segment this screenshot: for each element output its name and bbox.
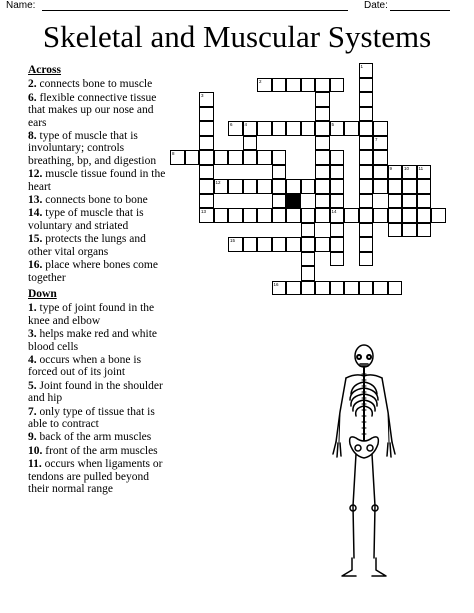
crossword-cell[interactable] [301, 78, 316, 93]
crossword-cell[interactable] [359, 223, 374, 238]
across-clue-text: protects the lungs and other vital organs [28, 233, 146, 258]
crossword-cell[interactable] [359, 208, 374, 223]
crossword-cell[interactable] [272, 150, 287, 165]
across-clue-number: 14. [28, 207, 43, 220]
across-clue-number: 6. [28, 91, 37, 104]
crossword-cell[interactable] [315, 165, 330, 180]
crossword-cell[interactable] [199, 208, 214, 223]
crossword-cell[interactable] [388, 179, 403, 194]
crossword-cell[interactable] [359, 92, 374, 107]
crossword-cell[interactable] [315, 281, 330, 296]
down-clue-text: front of the arm muscles [45, 444, 158, 457]
cell-number: 14 [331, 209, 337, 214]
across-heading: Across [28, 64, 62, 76]
crossword-cell[interactable] [199, 92, 214, 107]
down-clue-number: 5. [28, 379, 37, 392]
crossword-cell[interactable] [359, 252, 374, 267]
crossword-cell[interactable] [257, 208, 272, 223]
cell-number: 4 [244, 122, 248, 127]
cell-number: 12 [215, 180, 221, 185]
crossword-cell[interactable] [301, 281, 316, 296]
across-clue-number: 12. [28, 168, 43, 181]
down-clue-number: 9. [28, 431, 37, 444]
across-clue-text: connects bone to bone [45, 194, 148, 207]
crossword-cell[interactable] [185, 150, 200, 165]
crossword-cell[interactable] [286, 208, 301, 223]
down-clue-text: only type of tissue that is able to contract [28, 405, 155, 430]
crossword-cell[interactable] [286, 78, 301, 93]
cell-number: 2 [259, 78, 262, 84]
crossword-cell[interactable] [243, 121, 258, 136]
crossword-cell[interactable] [359, 165, 374, 180]
cell-number: 5 [331, 122, 335, 127]
crossword-cell[interactable] [301, 266, 316, 281]
crossword-cell[interactable] [359, 121, 374, 136]
crossword-cell[interactable] [388, 208, 403, 223]
crossword-cell[interactable] [373, 179, 388, 194]
crossword-cell[interactable] [214, 150, 229, 165]
crossword-cell[interactable] [272, 121, 287, 136]
crossword-cell[interactable] [243, 150, 258, 165]
crossword-cell[interactable] [388, 223, 403, 238]
crossword-cell[interactable] [330, 121, 345, 136]
down-clue-number: 11. [28, 458, 42, 471]
crossword-cell[interactable] [228, 179, 243, 194]
crossword-cell[interactable] [359, 150, 374, 165]
crossword-cell[interactable] [257, 150, 272, 165]
cell-number: 16 [273, 281, 279, 287]
cell-number: 15 [230, 238, 236, 243]
crossword-cell[interactable] [286, 179, 301, 194]
crossword-cell[interactable] [344, 121, 359, 136]
down-clue-number: 7. [28, 405, 37, 418]
crossword-cell[interactable] [330, 237, 345, 252]
crossword-cell[interactable] [243, 208, 258, 223]
crossword-cell[interactable] [373, 165, 388, 180]
crossword-cell[interactable] [315, 237, 330, 252]
crossword-cell[interactable] [359, 194, 374, 209]
down-clue-text: type of joint found in the knee and elbow [28, 302, 155, 327]
cell-number: 8 [172, 151, 175, 156]
crossword-cell[interactable] [359, 179, 374, 194]
crossword-cell[interactable] [315, 121, 330, 136]
crossword-cell[interactable] [257, 78, 272, 93]
crossword-cell[interactable] [257, 237, 272, 252]
down-clue-text: helps make red and white blood cells [28, 328, 158, 353]
crossword-cell[interactable] [286, 237, 301, 252]
crossword-cell[interactable] [315, 150, 330, 165]
crossword-cell[interactable] [315, 107, 330, 122]
crossword-cell[interactable] [373, 136, 388, 151]
crossword-cell[interactable] [388, 194, 403, 209]
crossword-cell[interactable] [272, 194, 287, 209]
down-heading: Down [28, 287, 57, 300]
crossword-cell[interactable] [272, 237, 287, 252]
crossword-cell[interactable] [373, 281, 388, 296]
crossword-cell[interactable] [214, 208, 229, 223]
crossword-cell[interactable] [315, 194, 330, 209]
crossword-cell[interactable] [301, 223, 316, 238]
crossword-cell[interactable] [359, 136, 374, 151]
down-clue-number: 10. [28, 444, 43, 457]
crossword-cell[interactable] [272, 165, 287, 180]
crossword-cell[interactable] [417, 179, 432, 194]
page-title: Skeletal and Muscular Systems [42, 19, 432, 54]
crossword-cell[interactable] [170, 150, 185, 165]
crossword-cell[interactable] [315, 136, 330, 151]
crossword-cell[interactable] [257, 179, 272, 194]
crossword-cell[interactable] [257, 121, 272, 136]
crossword-cell[interactable] [301, 252, 316, 267]
crossword-cell[interactable] [199, 107, 214, 122]
across-clue-text: type of muscle that is involuntary; controls breathing, bp, and digestion [28, 130, 157, 167]
crossword-cell[interactable] [388, 165, 403, 180]
crossword-cell[interactable] [359, 63, 374, 78]
crossword-cell[interactable] [417, 223, 432, 238]
crossword-cell[interactable] [330, 179, 345, 194]
across-clue-text: connects bone to muscle [39, 78, 153, 91]
cell-number: 1 [360, 64, 364, 69]
crossword-cell[interactable] [301, 208, 316, 223]
across-clue-text: type of muscle that is voluntary and striated [28, 207, 144, 232]
crossword-cell[interactable] [199, 179, 214, 194]
across-clue-number: 15. [28, 233, 43, 246]
crossword-cell[interactable] [286, 281, 301, 296]
crossword-cell[interactable] [330, 165, 345, 180]
down-clue-number: 3. [28, 328, 37, 341]
crossword-cell[interactable] [344, 208, 359, 223]
crossword-cell[interactable] [359, 107, 374, 122]
across-clue-text: muscle tissue found in the heart [28, 168, 166, 193]
crossword-cell[interactable] [330, 78, 345, 93]
crossword-cell[interactable] [228, 237, 243, 252]
crossword-cell[interactable] [330, 223, 345, 238]
cell-number: 10 [404, 165, 410, 171]
across-clue-number: 13. [28, 194, 43, 207]
crossword-cell[interactable] [388, 281, 403, 296]
down-clue-text: back of the arm muscles [39, 431, 152, 444]
crossword-cell[interactable] [402, 208, 417, 223]
crossword-cell[interactable] [272, 281, 287, 296]
crossword-cell[interactable] [228, 150, 243, 165]
crossword-cell[interactable] [301, 121, 316, 136]
down-clue-text: occurs when ligaments or tendons are pulled beyond their normal range [28, 458, 163, 495]
crossword-cell[interactable] [402, 165, 417, 180]
crossword-cell[interactable] [301, 179, 316, 194]
crossword-cell[interactable] [330, 150, 345, 165]
crossword-cell[interactable] [228, 121, 243, 136]
crossword-cell[interactable] [402, 179, 417, 194]
crossword-cell[interactable] [359, 237, 374, 252]
crossword-cell[interactable] [301, 237, 316, 252]
crossword-cell[interactable] [330, 252, 345, 267]
name-label: Name: [6, 0, 36, 11]
down-clue-number: 4. [28, 353, 37, 366]
crossword-cell[interactable] [402, 194, 417, 209]
crossword-cell[interactable] [373, 150, 388, 165]
crossword-cell[interactable] [272, 208, 287, 223]
crossword-cell[interactable] [402, 223, 417, 238]
skeleton-illustration [326, 340, 406, 588]
down-clue-text: occurs when a bone is forced out of its joint [28, 353, 142, 379]
crossword-cell[interactable] [243, 179, 258, 194]
crossword-cell[interactable] [315, 78, 330, 93]
crossword-cell[interactable] [359, 78, 374, 93]
crossword-cell[interactable] [359, 281, 374, 296]
crossword-cell[interactable] [330, 194, 345, 209]
crossword-cell[interactable] [272, 78, 287, 93]
cell-number: 13 [201, 209, 207, 214]
cell-number: 6 [230, 122, 233, 127]
cell-number: 9 [389, 165, 393, 171]
crossword-cell[interactable] [315, 208, 330, 223]
crossword-cell[interactable] [199, 165, 214, 180]
date-label: Date: [364, 0, 388, 11]
crossword-cell-shaded [286, 194, 301, 209]
crossword-cell[interactable] [330, 281, 345, 296]
crossword-cell[interactable] [199, 150, 214, 165]
crossword-cell[interactable] [199, 194, 214, 209]
crossword-cell[interactable] [243, 136, 258, 151]
across-clue-number: 8. [28, 130, 37, 143]
across-clue-number: 2. [28, 78, 37, 91]
crossword-cell[interactable] [417, 194, 432, 209]
down-clue-text: Joint found in the shoulder and hip [28, 379, 163, 405]
down-clue-number: 1. [28, 302, 37, 315]
crossword-cell[interactable] [199, 121, 214, 136]
crossword-cell[interactable] [431, 208, 446, 223]
crossword-cell[interactable] [315, 179, 330, 194]
crossword-cell[interactable] [417, 208, 432, 223]
crossword-cell[interactable] [330, 208, 345, 223]
across-clue-text: place where bones come together [28, 259, 158, 284]
cell-number: 7 [375, 136, 378, 142]
crossword-cell[interactable] [315, 92, 330, 107]
crossword-cell[interactable] [344, 281, 359, 296]
across-clue-number: 16. [28, 259, 43, 272]
cell-number: 11 [418, 165, 424, 171]
crossword-cell[interactable] [228, 208, 243, 223]
across-clue-text: flexible connective tissue that makes up our nose and ears [28, 91, 157, 129]
crossword-cell[interactable] [214, 179, 229, 194]
crossword-cell[interactable] [272, 179, 287, 194]
cell-number: 3 [201, 93, 204, 98]
crossword-cell[interactable] [199, 136, 214, 151]
crossword-cell[interactable] [417, 165, 432, 180]
crossword-cell[interactable] [286, 121, 301, 136]
crossword-cell[interactable] [373, 121, 388, 136]
crossword-cell[interactable] [243, 237, 258, 252]
crossword-cell[interactable] [373, 208, 388, 223]
